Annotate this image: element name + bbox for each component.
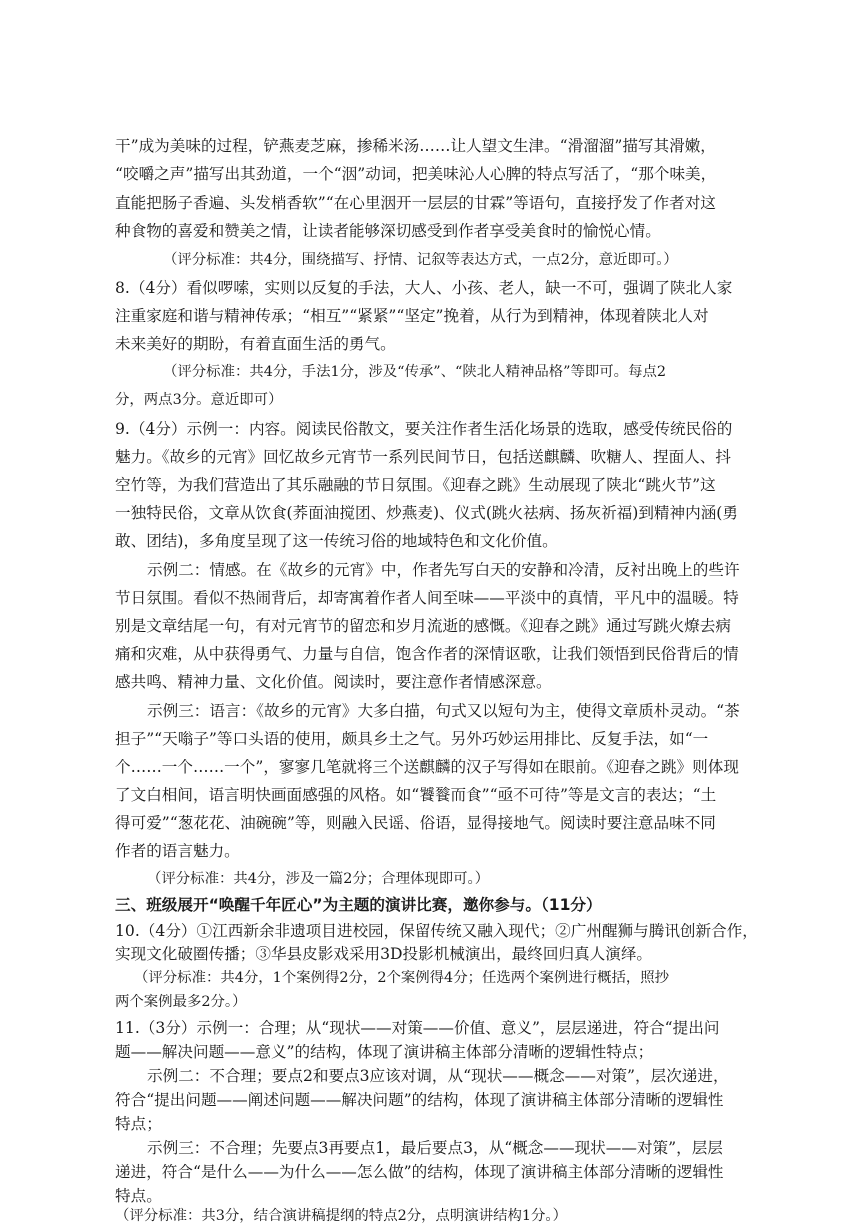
paragraph-line: 注重家庭和谐与精神传承；“相互”“紧紧”“坚定”挽着，从行为到精神，体现着陕北人对 bbox=[115, 307, 709, 325]
paragraph-line: 节日氛围。看似不热闹背后，却寄寓着作者人间至味——平淡中的真情，平凡中的温暖。特 bbox=[115, 589, 739, 607]
example-two-line: 示例二：不合理；要点2和要点3应该对调，从“现状——概念——对策”，层次递进， bbox=[147, 1067, 729, 1085]
paragraph-line: 得可爱”“葱花花、油碗碗”等，则融入民谣、俗语，显得接地气。阅读时要注意品味不同 bbox=[115, 814, 716, 832]
paragraph-line: 感共鸣、精神力量、文化价值。阅读时，要注意作者情感深意。 bbox=[115, 673, 552, 691]
paragraph-line: 特点。 bbox=[115, 1187, 162, 1205]
scoring-standard: 两个案例最多2分。） bbox=[115, 994, 247, 1010]
scoring-standard: （评分标准：共4分，1个案例得2分，2个案例得4分；任选两个案例进行概括，照抄 bbox=[134, 970, 670, 986]
paragraph-line: 符合“提出问题——阐述问题——解决问题”的结构，体现了演讲稿主体部分清晰的逻辑性 bbox=[115, 1091, 724, 1109]
paragraph-line: 了文白相间，语言明快画面感强的风格。如“饕餮而食”“亟不可待”等是文言的表达；“土 bbox=[115, 786, 717, 804]
question-11-line: 11.（3分）示例一：合理；从“现状——对策——价值、意义”，层层递进，符合“提出问 bbox=[115, 1019, 720, 1037]
example-two-line: 示例二：情感。在《故乡的元宵》中，作者先写白天的安静和冷清，反衬出晚上的些许 bbox=[147, 561, 740, 579]
paragraph-line: 作者的语言魅力。 bbox=[115, 842, 240, 860]
example-three-line: 示例三：不合理；先要点3再要点1，最后要点3，从“概念——现状——对策”，层层 bbox=[147, 1139, 723, 1157]
paragraph-line: 题——解决问题——意义”的结构，体现了演讲稿主体部分清晰的逻辑性特点； bbox=[115, 1043, 654, 1061]
scoring-standard: （评分标准：共4分，围绕描写、抒情、记叙等表达方式，一点2分，意近即可。） bbox=[163, 252, 678, 268]
paragraph-line: “咬嚼之声”描写出其劲道，一个“洇”动词，把美味沁人心脾的特点写活了，“那个味美， bbox=[115, 165, 717, 183]
paragraph-line: 干”成为美味的过程，铲燕麦芝麻，掺稀米汤……让人望文生津。“滑溜溜”描写其滑嫩， bbox=[115, 137, 716, 155]
paragraph-line: 个……一个……一个”，寥寥几笔就将三个送麒麟的汉子写得如在眼前。《迎春之跳》则体现 bbox=[115, 758, 739, 776]
paragraph-line: 直能把肠子香遍、头发梢香软”“在心里洇开一层层的甘霖”等语句，直接抒发了作者对这 bbox=[115, 194, 716, 212]
question-10-line: 10.（4分）①江西新余非遗项目进校园，保留传统又融入现代；②广州醒狮与腾讯创新合作， bbox=[115, 922, 758, 940]
paragraph-line: 魅力。《故乡的元宵》回忆故乡元宵节一系列民间节日，包括送麒麟、吹糖人、捏面人、抖 bbox=[115, 448, 731, 466]
paragraph-line: 痛和灾难，从中获得勇气、力量与自信，饱含作者的深情讴歌，让我们领悟到民俗背后的情 bbox=[115, 645, 739, 663]
scoring-standard: （评分标准：共4分，涉及一篇2分；合理体现即可。） bbox=[147, 871, 490, 887]
paragraph-line: 一独特民俗，文章从饮食(荞面油搅团、炒燕麦)、仪式(跳火祛病、扬灰祈福)到精神内涵(勇 bbox=[115, 504, 738, 522]
scoring-standard: （评分标准：共4分，手法1分，涉及“传承”、“陕北人精神品格”等即可。每点2 bbox=[163, 364, 667, 380]
scoring-standard: （评分标准：共3分，结合演讲稿提纲的特点2分，点明演讲结构1分。） bbox=[115, 1208, 567, 1224]
paragraph-line: 特点； bbox=[115, 1115, 162, 1133]
paragraph-line: 未来美好的期盼，有着直面生活的勇气。 bbox=[115, 335, 396, 353]
paragraph-line: 担子”“天嗡子”等口头语的使用，颇具乡土之气。另外巧妙运用排比、反复手法，如“一 bbox=[115, 730, 709, 748]
question-9-line: 9.（4分）示例一：内容。阅读民俗散文，要关注作者生活化场景的选取，感受传统民俗的 bbox=[115, 420, 733, 438]
paragraph-line: 递进，符合“是什么——为什么——怎么做”的结构，体现了演讲稿主体部分清晰的逻辑性 bbox=[115, 1163, 724, 1181]
paragraph-line: 别是文章结尾一句，有对元宵节的留恋和岁月流逝的感慨。《迎春之跳》通过写跳火燎去病 bbox=[115, 617, 731, 635]
section-heading: 三、班级展开“唤醒千年匠心”为主题的演讲比赛，邀你参与。（11分） bbox=[115, 896, 602, 914]
example-three-line: 示例三：语言：《故乡的元宵》大多白描，句式又以短句为主，使得文章质朴灵动。“茶 bbox=[147, 702, 740, 720]
paragraph-line: 空竹等，为我们营造出了其乐融融的节日氛围。《迎春之跳》生动展现了陕北“跳火节”这 bbox=[115, 476, 716, 494]
question-8-line: 8.（4分）看似啰嗦，实则以反复的手法，大人、小孩、老人，缺一不可，强调了陕北人家 bbox=[115, 279, 733, 297]
paragraph-line: 敢、团结)，多角度呈现了这一传统习俗的地域特色和文化价值。 bbox=[115, 532, 558, 550]
scoring-standard: 分，两点3分。意近即可） bbox=[115, 392, 283, 408]
paragraph-line: 实现文化破圈传播；③华县皮影戏采用3D投影机械演出，最终回归真人演绎。 bbox=[115, 945, 653, 963]
paragraph-line: 种食物的喜爱和赞美之情，让读者能够深切感受到作者享受美食时的愉悦心情。 bbox=[115, 222, 661, 240]
